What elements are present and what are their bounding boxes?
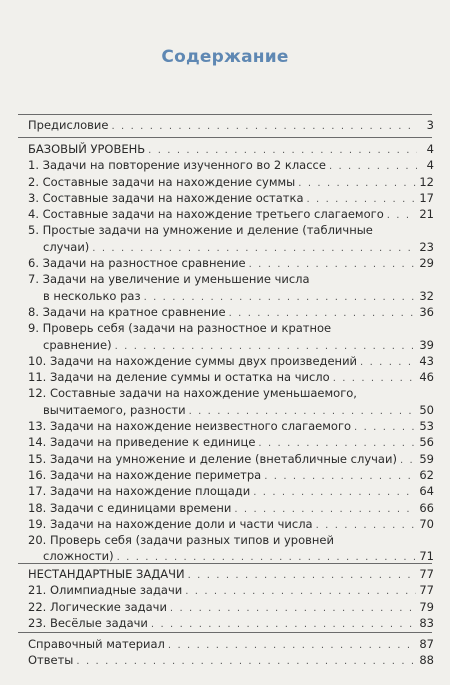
toc-row[interactable]: 2. Составные задачи на нахождение суммы . . . 12 bbox=[28, 174, 434, 190]
toc-row[interactable]: 17. Задачи на нахождение площади . . . 64 bbox=[28, 483, 434, 499]
toc-row[interactable]: 13. Задачи на нахождение неизвестного слагаемого . . . 53 bbox=[28, 418, 434, 434]
toc-row[interactable]: 10. Задачи на нахождение суммы двух произведений . . . 43 bbox=[28, 353, 434, 369]
toc-section-heading[interactable]: БАЗОВЫЙ УРОВЕНЬ . . . 4 bbox=[28, 141, 434, 157]
toc-row[interactable]: 14. Задачи на приведение к единице . . . 56 bbox=[28, 434, 434, 450]
toc-row[interactable]: 15. Задачи на умножение и деление (внетабличные случаи) . . . 59 bbox=[28, 451, 434, 467]
toc-row-continued[interactable]: сравнение) . . . 39 bbox=[28, 337, 434, 353]
toc-row[interactable]: 1. Задачи на повторение изученного во 2 классе . . . 4 bbox=[28, 157, 434, 173]
toc-row[interactable]: 8. Задачи на кратное сравнение . . . 36 bbox=[28, 304, 434, 320]
toc-appendix bbox=[28, 636, 434, 669]
toc-row-continued[interactable]: сложности) . . . 71 bbox=[28, 548, 434, 564]
toc-row[interactable]: 16. Задачи на нахождение периметра . . . 62 bbox=[28, 467, 434, 483]
toc-row-continued[interactable]: случаи) . . . 23 bbox=[28, 239, 434, 255]
toc-basic bbox=[28, 141, 434, 565]
toc-row[interactable]: 11. Задачи на деление суммы и остатка на число . . . 46 bbox=[28, 369, 434, 385]
toc-advanced bbox=[28, 566, 434, 631]
toc-row[interactable]: 5. Простые задачи на умножение и деление (табличные bbox=[28, 223, 373, 238]
toc-row[interactable]: 23. Весёлые задачи . . . 83 bbox=[28, 615, 434, 631]
toc-row-continued[interactable]: в несколько раз . . . 32 bbox=[28, 288, 434, 304]
toc-row[interactable]: 22. Логические задачи . . . 79 bbox=[28, 599, 434, 615]
toc-row[interactable]: 7. Задачи на увеличение и уменьшение числа bbox=[28, 272, 310, 287]
toc-row-continued[interactable]: вычитаемого, разности . . . 50 bbox=[28, 402, 434, 418]
toc-row[interactable]: 21. Олимпиадные задачи . . . 77 bbox=[28, 582, 434, 598]
toc-row[interactable]: 3. Составные задачи на нахождение остатка . . . 17 bbox=[28, 190, 434, 206]
divider-basic bbox=[18, 137, 432, 138]
divider-top bbox=[18, 114, 432, 115]
toc-row[interactable]: 18. Задачи с единицами времени . . . 66 bbox=[28, 500, 434, 516]
toc-row[interactable]: 19. Задачи на нахождение доли и части числа . . . 70 bbox=[28, 516, 434, 532]
toc-row[interactable]: 9. Проверь себя (задачи на разностное и кратное bbox=[28, 321, 332, 336]
toc-row[interactable]: Справочный материал . . . 87 bbox=[28, 636, 434, 652]
toc-row[interactable]: Ответы . . . 88 bbox=[28, 652, 434, 668]
toc-row[interactable]: Предисловие . . . 3 bbox=[28, 117, 434, 133]
divider-appendix bbox=[18, 632, 432, 633]
toc-intro bbox=[28, 117, 434, 133]
toc-row[interactable]: 6. Задачи на разностное сравнение . . . 29 bbox=[28, 255, 434, 271]
toc-row[interactable]: 20. Проверь себя (задачи разных типов и уровней bbox=[28, 533, 334, 548]
toc-section-heading[interactable]: НЕСТАНДАРТНЫЕ ЗАДАЧИ . . . 77 bbox=[28, 566, 434, 582]
page-title: Содержание bbox=[161, 47, 289, 67]
toc-row[interactable]: 12. Составные задачи на нахождение уменьшаемого, bbox=[28, 386, 357, 401]
toc-row[interactable]: 4. Составные задачи на нахождение третьего слагаемого . . . 21 bbox=[28, 206, 434, 222]
divider-advanced bbox=[18, 563, 432, 564]
